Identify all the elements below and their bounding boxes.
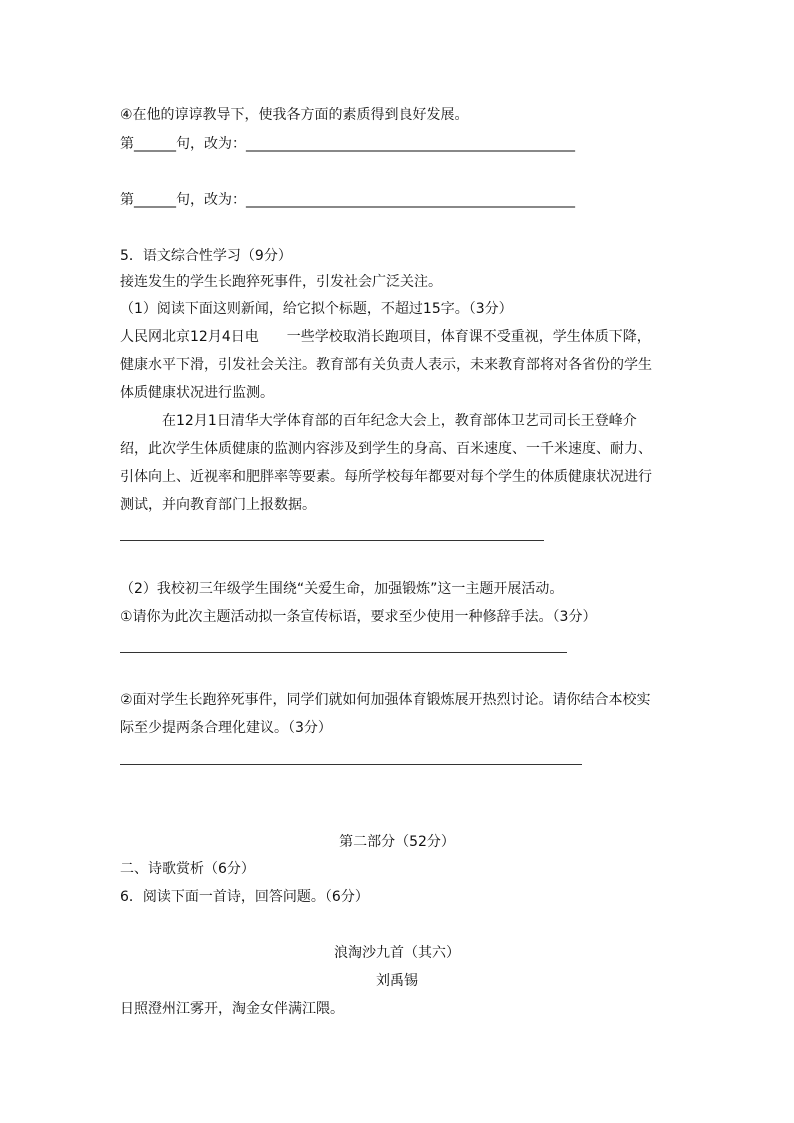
news-line-6: 引体向上、近视率和肥胖率等要素。每所学校每年都要对每个学生的体质健康状况进行 bbox=[120, 469, 652, 485]
news-line-1: 人民网北京12月4日电 一些学校取消长跑项目，体育课不受重视，学生体质下降， bbox=[120, 329, 651, 345]
sentence-4: ④在他的谆谆教导下，使我各方面的素质得到良好发展。 bbox=[120, 107, 469, 123]
question-5-2-b-line-2: 际至少提两条合理化建议。（3分） bbox=[120, 720, 332, 736]
news-line-3: 体质健康状况进行监测。 bbox=[120, 385, 274, 401]
question-5-title: 5．语文综合性学习（9分） bbox=[120, 248, 292, 264]
question-5-1: （1）阅读下面这则新闻，给它拟个标题，不超过15字。（3分） bbox=[120, 301, 513, 317]
question-5-2: （2）我校初三年级学生围绕“关爱生命，加强锻炼”这一主题开展活动。 bbox=[120, 581, 564, 597]
question-5-intro: 接连发生的学生长跑猝死事件，引发社会广泛关注。 bbox=[120, 274, 442, 290]
answer-line-headline bbox=[120, 540, 544, 541]
news-line-7: 测试，并向教育部门上报数据。 bbox=[120, 497, 316, 513]
poem-author: 刘禹锡 bbox=[376, 973, 418, 989]
question-5-2-b-line-1: ②面对学生长跑猝死事件，同学们就如何加强体育锻炼展开热烈讨论。请你结合本校实 bbox=[120, 692, 651, 708]
revision-line-1: 第______句，改为：_______________________________________________ bbox=[120, 136, 575, 152]
answer-line-suggestions bbox=[120, 764, 582, 765]
news-line-5: 绍，此次学生体质健康的监测内容涉及到学生的身高、百米速度、一千米速度、耐力、 bbox=[120, 441, 652, 457]
poem-title: 浪淘沙九首（其六） bbox=[334, 945, 460, 961]
poem-line-1: 日照澄州江雾开，淘金女伴满江隈。 bbox=[120, 1001, 344, 1017]
revision-line-2: 第______句，改为：_______________________________________________ bbox=[120, 192, 575, 208]
section-two-heading: 二、诗歌赏析（6分） bbox=[120, 861, 255, 877]
question-6: 6．阅读下面一首诗，回答问题。（6分） bbox=[120, 889, 369, 905]
news-line-4: 在12月1日清华大学体育部的百年纪念大会上，教育部体卫艺司司长王登峰介 bbox=[162, 413, 637, 429]
part-two-heading: 第二部分（52分） bbox=[339, 834, 455, 850]
answer-line-slogan bbox=[120, 652, 567, 653]
news-line-2: 健康水平下滑，引发社会关注。教育部有关负责人表示，未来教育部将对各省份的学生 bbox=[120, 357, 652, 373]
question-5-2-a: ①请你为此次主题活动拟一条宣传标语，要求至少使用一种修辞手法。（3分） bbox=[120, 609, 597, 625]
